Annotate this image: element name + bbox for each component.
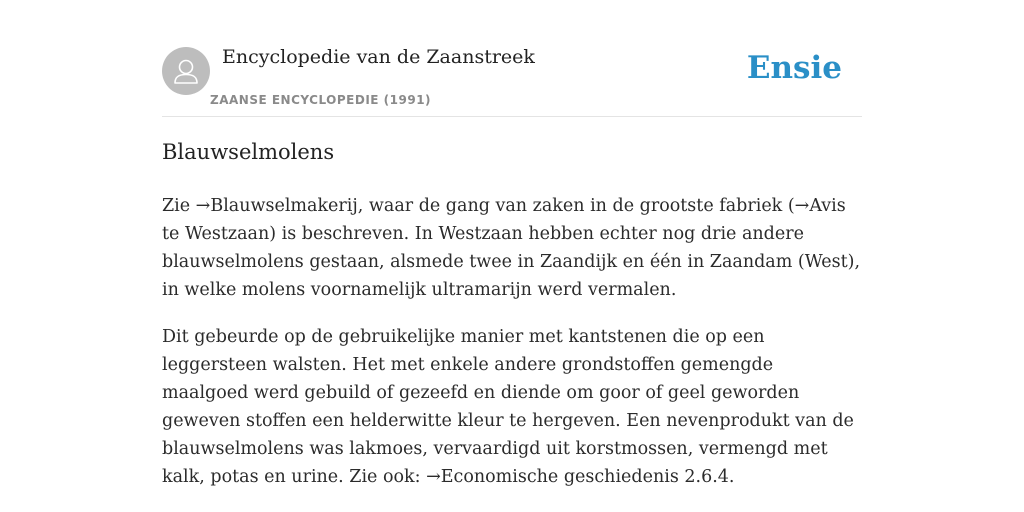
article-paragraph: Dit gebeurde op de gebruikelijke manier met kantstenen die op een leggersteen walsten. Het met enkele andere grondstoffen gemengde maalgoed werd gebuild of gezeefd en diende om goor of geel geworden geweven stoffen een helderwitte kleur te hergeven. Een nevenprodukt van de blauwselmolens was lakmoes, vervaardigd uit korstmossen, vermengd met kalk, potas en urine. Zie ook: →Economische geschiedenis 2.6.4. xyxy=(162,327,854,487)
source-avatar[interactable] xyxy=(162,47,210,95)
source-subtitle: ZAANSE ENCYCLOPEDIE (1991) xyxy=(210,93,432,107)
article-title: Blauwselmolens xyxy=(162,140,335,164)
article-body xyxy=(162,192,864,510)
source-header xyxy=(162,40,862,117)
user-icon xyxy=(162,47,210,95)
ensie-logo[interactable]: Ensie xyxy=(746,50,842,86)
article-paragraph: Zie →Blauwselmakerij, waar de gang van zaken in de grootste fabriek (→Avis te Westzaan) is beschreven. In Westzaan hebben echter nog drie andere blauwselmolens gestaan, alsmede twee in Zaandijk en één in Zaandam (West), in welke molens voornamelijk ultramarijn werd vermalen. xyxy=(162,196,861,300)
source-title[interactable]: Encyclopedie van de Zaanstreek xyxy=(222,46,535,68)
